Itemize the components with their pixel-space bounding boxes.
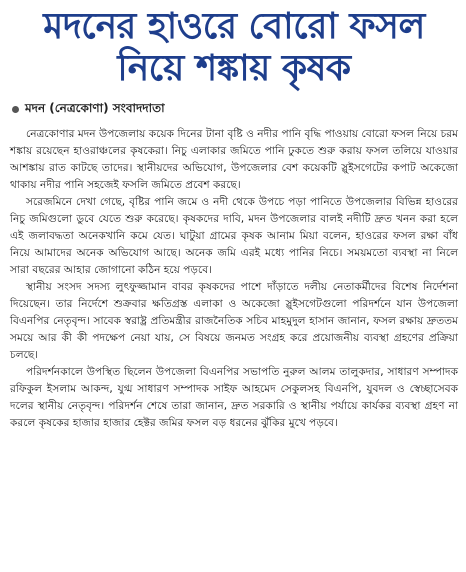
article-paragraph: স্থানীয় সংসদ সদস্য লুৎফুজ্জামান বাবর কৃষকদের পাশে দাঁড়াতে দলীয় নেতাকর্মীদের বিশেষ নির্দেশনা দিয়েছেন। তার নির্দেশে শুক্রবার ক্ষতিগ্রস্ত এলাকা ও অকেজো স্লুইসগেটগুলো পরিদর্শনে যান উপজেলা বিএনপির নেতৃবৃন্দ। সাবেক স্বরাষ্ট্র প্রতিমন্ত্রীর রাজনৈতিক সচিব মাহমুদুল হাসান জানান, ফসল রক্ষায় দ্রুততম সময়ে আর কী কী পদক্ষেপ নেয়া যায়, সে বিষয়ে জনমত সংগ্রহ করে প্রয়োজনীয় ব্যবস্থা গ্রহণের প্রক্রিয়া চলছে।: [10, 280, 458, 361]
article-body: [10, 126, 458, 432]
byline-text: মদন (নেত্রকোণা) সংবাদদাতা: [25, 100, 165, 115]
headline-line-2: নিয়ে শঙ্কায় কৃষক: [117, 47, 351, 89]
article-paragraph: নেত্রকোণার মদন উপজেলায় কয়েক দিনের টানা বৃষ্টি ও নদীর পানি বৃদ্ধি পাওয়ায় বোরো ফসল নিয়ে চরম শঙ্কায় রয়েছেন হাওরাঞ্চলের কৃষকেরা। নিচু এলাকার জমিতে পানি ঢুকতে শুরু করায় ফসল তলিয়ে যাওয়ার আশঙ্কায় রাত কাটছে তাদের। স্থানীয়দের অভিযোগ, উপজেলার বেশ কয়েকটি স্লুইসগেটের কপাট অকেজো থাকায় নদীর পানি সহজেই ফসলি জমিতে প্রবেশ করছে।: [10, 127, 458, 191]
headline-line-1: মদনের হাওরে বোরো ফসল: [43, 6, 425, 47]
byline: [12, 100, 458, 120]
bullet-icon: [12, 106, 19, 113]
article-paragraph: সরেজমিনে দেখা গেছে, বৃষ্টির পানি জমে ও নদী থেকে উপচে পড়া পানিতে উপজেলার বিভিন্ন হাওরের নিচু জমিগুলো ডুবে যেতে শুরু করেছে। কৃষকদের দাবি, মদন উপজেলার বালই নদীটি দ্রুত খনন করা হলে এই জলাবদ্ধতা অনেকখানি কমে যেত। ঘাটুয়া গ্রামের কৃষক আনাম মিয়া বলেন, হাওরের ফসল রক্ষা বাঁধ নিয়ে আমাদের অনেক অভিযোগ আছে। অনেক জমি এরই মধ্যে পানির নিচে। সময়মতো ব্যবস্থা না নিলে সারা বছরের আহার জোগানো কঠিন হয়ে পড়বে।: [10, 195, 458, 276]
article-paragraph: পরিদর্শনকালে উপস্থিত ছিলেন উপজেলা বিএনপির সভাপতি নুরুল আলম তালুকদার, সাধারণ সম্পাদক রফিকুল ইসলাম আকন্দ, যুগ্ম সাধারণ সম্পাদক সাইফ আহমেদ সেকুলসহ বিএনপি, যুবদল ও স্বেচ্ছাসেবক দলের স্থানীয় নেতৃবৃন্দ। পরিদর্শন শেষে তারা জানান, দ্রুত সরকারি ও স্থানীয় পর্যায়ে কার্যকর ব্যবস্থা গ্রহণ না করলে কৃষকের হাজার হাজার হেক্টর জমির ফসল বড় ধরনের ঝুঁকির মুখে পড়বে।: [10, 365, 458, 429]
headline: [10, 6, 458, 90]
